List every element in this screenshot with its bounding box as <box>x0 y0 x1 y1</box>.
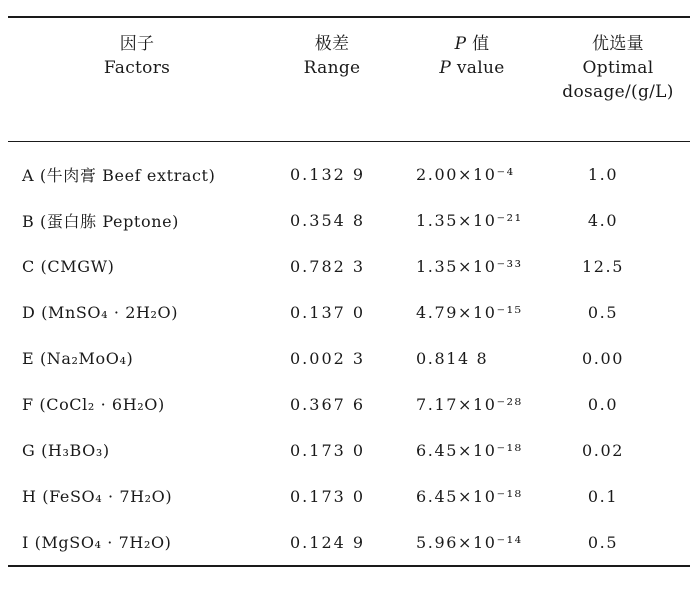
header-range-zh: 极差 <box>314 34 350 54</box>
table-body <box>8 151 690 565</box>
table-row <box>8 335 690 381</box>
top-rule <box>8 16 690 18</box>
cell-factor: D (MnSO₄ · 2H₂O) <box>22 302 179 322</box>
header-dosage-en1: Optimal <box>582 58 654 78</box>
cell-p-value: 6.45×10⁻¹⁸ <box>416 486 523 506</box>
table-row <box>8 381 690 427</box>
cell-p-value: 7.17×10⁻²⁸ <box>416 394 523 414</box>
cell-dosage: 0.5 <box>587 532 619 552</box>
table-row <box>8 197 690 243</box>
cell-p-value: 6.45×10⁻¹⁸ <box>416 440 523 460</box>
header-pvalue-zh: 值 <box>472 34 490 54</box>
cell-range: 0.173 0 <box>290 440 366 460</box>
cell-dosage: 0.1 <box>587 486 619 506</box>
header-pvalue <box>398 32 546 104</box>
cell-factor: C (CMGW) <box>22 256 115 276</box>
header-range <box>266 32 398 104</box>
cell-range: 0.367 6 <box>290 394 366 414</box>
cell-dosage: 0.5 <box>587 302 619 322</box>
cell-dosage: 0.0 <box>587 394 619 414</box>
header-range-en: Range <box>303 58 361 78</box>
cell-factor: I (MgSO₄ · 7H₂O) <box>22 532 172 552</box>
cell-range: 0.002 3 <box>290 348 366 368</box>
cell-dosage: 12.5 <box>581 256 625 276</box>
cell-dosage: 0.02 <box>581 440 625 460</box>
table-row <box>8 151 690 197</box>
header-dosage <box>546 32 690 104</box>
cell-p-value: 1.35×10⁻³³ <box>416 256 523 276</box>
cell-factor: A (牛肉膏 Beef extract) <box>22 165 216 185</box>
cell-range: 0.124 9 <box>290 532 366 552</box>
header-pvalue-en: value <box>456 58 505 78</box>
table-row <box>8 289 690 335</box>
table-row <box>8 427 690 473</box>
header-pvalue-p: P <box>454 34 467 54</box>
cell-range: 0.782 3 <box>290 256 366 276</box>
table-row <box>8 243 690 289</box>
table-row <box>8 519 690 565</box>
cell-factor: F (CoCl₂ · 6H₂O) <box>22 394 165 414</box>
cell-range: 0.173 0 <box>290 486 366 506</box>
header-factors-zh: 因子 <box>119 34 155 54</box>
cell-dosage: 1.0 <box>587 164 619 184</box>
bottom-rule <box>8 565 690 567</box>
cell-p-value: 4.79×10⁻¹⁵ <box>416 302 523 322</box>
header-pvalue-p2: P <box>439 58 452 78</box>
cell-dosage: 0.00 <box>581 348 625 368</box>
header-dosage-zh: 优选量 <box>592 34 644 54</box>
cell-dosage: 4.0 <box>587 210 619 230</box>
header-factors <box>8 32 266 104</box>
cell-factor: G (H₃BO₃) <box>22 440 110 460</box>
cell-p-value: 5.96×10⁻¹⁴ <box>416 532 523 552</box>
cell-factor: E (Na₂MoO₄) <box>22 348 134 368</box>
cell-range: 0.137 0 <box>290 302 366 322</box>
table-row <box>8 473 690 519</box>
header-factors-en: Factors <box>103 58 171 78</box>
header-dosage-en2: dosage/(g/L) <box>562 82 674 102</box>
table-header <box>8 32 690 104</box>
cell-range: 0.132 9 <box>290 164 366 184</box>
cell-range: 0.354 8 <box>290 210 366 230</box>
cell-factor: B (蛋白胨 Peptone) <box>22 211 180 231</box>
cell-p-value: 2.00×10⁻⁴ <box>416 164 515 184</box>
cell-factor: H (FeSO₄ · 7H₂O) <box>22 486 173 506</box>
cell-p-value: 0.814 8 <box>416 348 489 368</box>
cell-p-value: 1.35×10⁻²¹ <box>416 210 523 230</box>
header-rule <box>8 141 690 142</box>
